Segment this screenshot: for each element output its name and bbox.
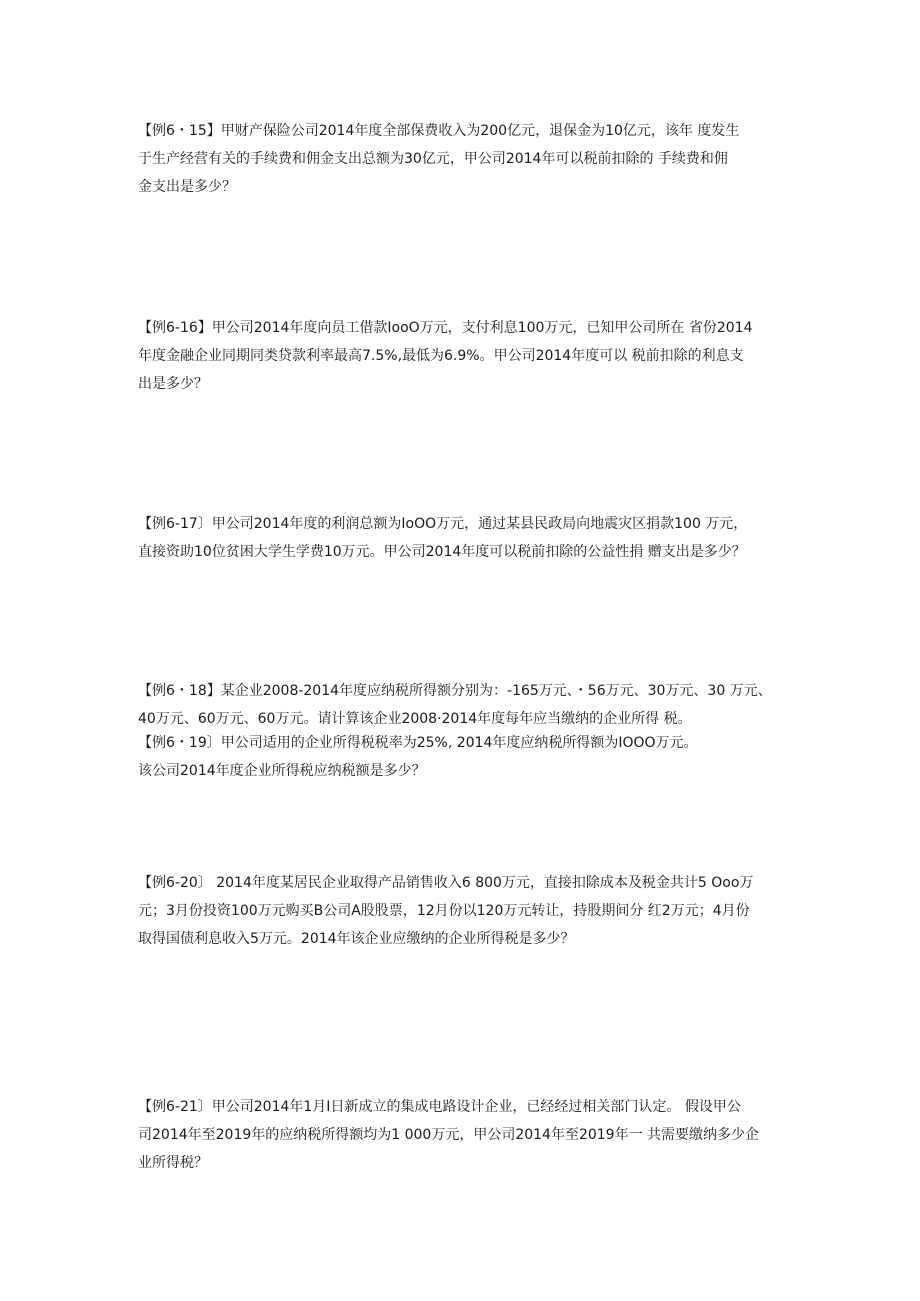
- problem-line: 取得国债利息收入5万元。2014年该企业应缴纳的企业所得税是多少？: [138, 931, 575, 947]
- problem-line: 【例6・19〕甲公司适用的企业所得税税率为25%, 2014年度应纳税所得额为IOOO万元。: [138, 735, 698, 751]
- problem-ex6-16: [138, 314, 798, 398]
- problem-line: 【例6・18】某企业2008-2014年度应纳税所得额分别为：-165万元、・56万元、30万元、30 万元、: [138, 683, 772, 699]
- problem-ex6-19: [138, 729, 798, 785]
- problem-line: 该公司2014年度企业所得税应纳税额是多少？: [138, 763, 426, 779]
- problem-line: 于生产经营有关的手续费和佣金支出总额为30亿元，甲公司2014年可以税前扣除的 手续费和佣: [138, 151, 728, 167]
- problem-line: 【例6-21〕甲公司2014年1月I日新成立的集成电路设计企业，已经经过相关部门认定。 假设甲公: [138, 1099, 741, 1115]
- problem-line: 【例6-16】甲公司2014年度向员工借款IooO万元，支付利息100万元，已知甲公司所在 省份2014: [138, 320, 753, 336]
- problem-line: 元；3月份投资100万元购买B公司A股股票，12月份以120万元转让，持股期间分 红2万元；4月份: [138, 903, 750, 919]
- problem-line: 【例6-20〕 2014年度某居民企业取得产品销售收入6 800万元，直接扣除成本及税金共计5 Ooo万: [138, 875, 754, 891]
- problem-line: 【例6-17〕甲公司2014年度的利润总额为IoOO万元，通过某县民政局向地震灾区捐款100 万元，: [138, 516, 748, 532]
- problem-ex6-18: [138, 677, 798, 733]
- problem-ex6-21: [138, 1093, 798, 1177]
- problem-line: 出是多少？: [138, 376, 208, 392]
- problem-line: 40万元、60万元、60万元。请计算该企业2008·2014年度每年应当缴纳的企业所得 税。: [138, 711, 692, 727]
- problem-line: 业所得税？: [138, 1155, 208, 1171]
- problem-ex6-20: [138, 869, 798, 953]
- problem-line: 金支出是多少？: [138, 179, 236, 195]
- problem-line: 【例6・15】甲财产保险公司2014年度全部保费收入为200亿元，退保金为10亿元，该年 度发生: [138, 123, 740, 139]
- problem-ex6-17: [138, 510, 798, 566]
- problem-line: 司2014年至2019年的应纳税所得额均为1 000万元，甲公司2014年至2019年一 共需要缴纳多少企: [138, 1127, 760, 1143]
- problem-ex6-15: [138, 117, 798, 201]
- problem-line: 直接资助10位贫困大学生学费10万元。甲公司2014年度可以税前扣除的公益性捐 赠支出是多少？: [138, 544, 746, 560]
- problem-line: 年度金融企业同期同类贷款利率最高7.5%,最低为6.9%。甲公司2014年度可以 税前扣除的利息支: [138, 348, 744, 364]
